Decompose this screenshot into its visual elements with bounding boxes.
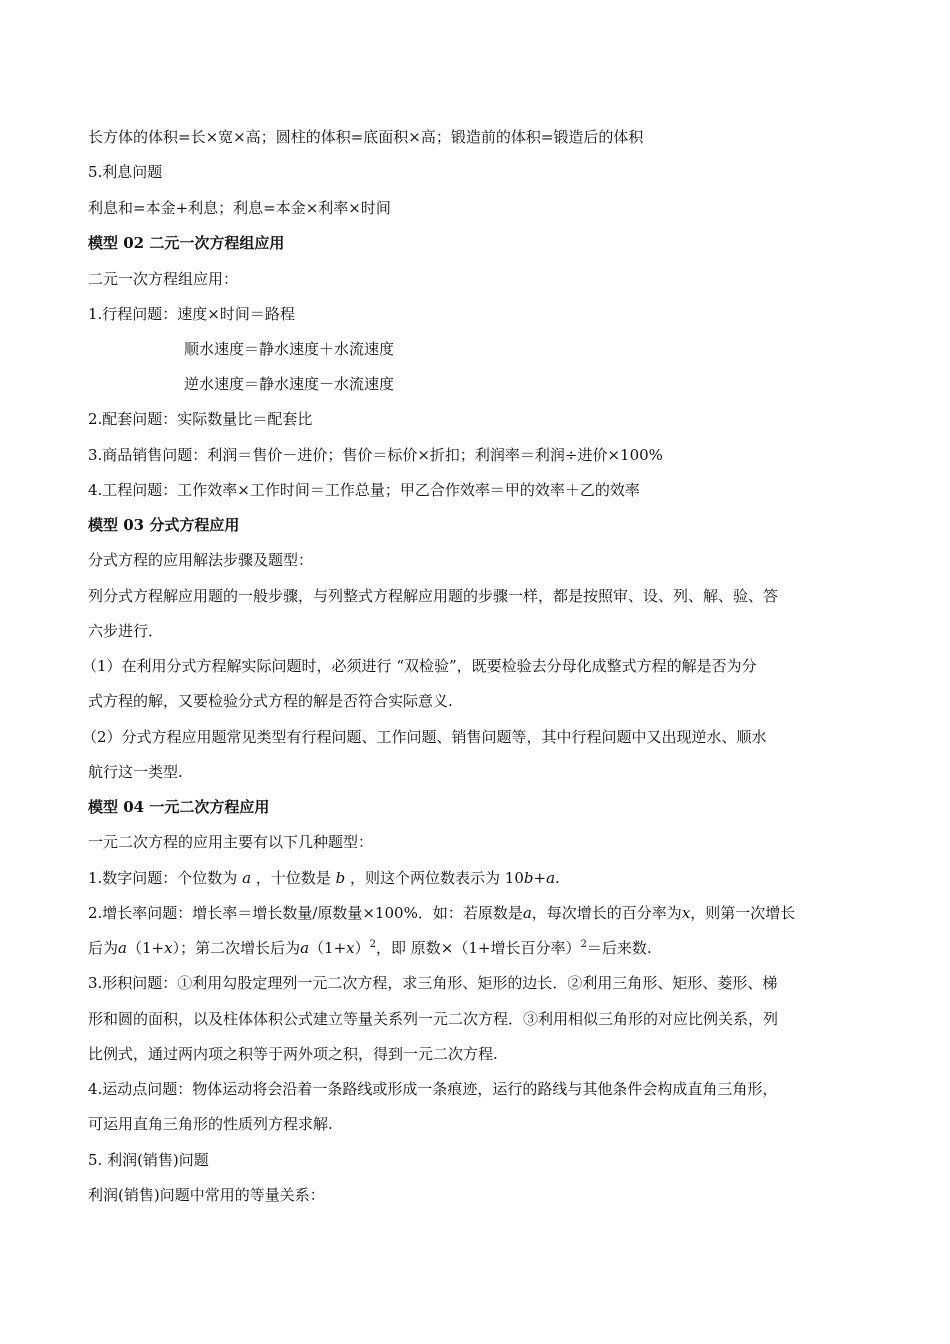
model02-item-upstream: 逆水速度＝静水速度－水流速度 bbox=[184, 375, 395, 393]
model04-item-motion-line2: 可运用直角三角形的性质列方程求解. bbox=[88, 1115, 333, 1133]
model02-item-work: 4.工程问题：工作效率×工作时间＝工作总量；甲乙合作效率＝甲的效率＋乙的效率 bbox=[88, 481, 640, 499]
plus-sign: + bbox=[533, 869, 547, 887]
variable-x: x bbox=[164, 939, 173, 957]
model04-item-growth-line1 bbox=[88, 902, 795, 924]
number-text-mid2: ，则这个两位数表示为 10 bbox=[350, 869, 524, 887]
model04-item-shape-line1: 3.形积问题：①利用勾股定理列一元二次方程，求三角形、矩形的边长．②利用三角形、矩形、菱形、梯 bbox=[88, 974, 778, 992]
model04-item-shape-line2: 形和圆的面积，以及柱体体积公式建立等量关系列一元二次方程．③利用相似三角形的对应比例关系，列 bbox=[88, 1010, 779, 1028]
paren-close-text: ）；第二次增长后为 bbox=[172, 939, 301, 957]
model02-intro: 二元一次方程组应用： bbox=[88, 270, 239, 288]
model04-item-motion-line1: 4.运动点问题：物体运动将会沿着一条路线或形成一条痕迹，运行的路线与其他条件会构成直角三角形， bbox=[88, 1080, 778, 1098]
growth-text-prefix: 2.增长率问题：增长率＝增长数量/原数量×100%．如：若原数是 bbox=[88, 904, 523, 922]
number-text-end: . bbox=[555, 869, 560, 887]
model04-intro: 一元二次方程的应用主要有以下几种题型： bbox=[88, 833, 374, 851]
model03-para1-line1: 列分式方程解应用题的一般步骤，与列整式方程解应用题的步骤一样，都是按照审、设、列、解、验、答 bbox=[88, 587, 779, 605]
volume-formula-line: 长方体的体积=长×宽×高；圆柱的体积=底面积×高；锻造前的体积=锻造后的体积 bbox=[88, 128, 644, 146]
expr-variable-b: b bbox=[523, 869, 534, 887]
number-text-prefix: 1.数字问题：个位数为 bbox=[88, 869, 238, 887]
model02-heading: 模型 02 二元一次方程组应用 bbox=[88, 234, 285, 252]
model03-para3-line1: （2）分式方程应用题常见类型有行程问题、工作问题、销售问题等，其中行程问题中又出现逆水、顺水 bbox=[82, 728, 767, 746]
interest-title: 5.利息问题 bbox=[88, 163, 163, 181]
model04-item-number bbox=[88, 867, 560, 889]
growth-line2-end: ＝后来数. bbox=[586, 939, 652, 957]
model03-para2-line1: （1）在利用分式方程解实际问题时，必须进行 “双检验”，既要检验去分母化成整式方程的解是否为分 bbox=[82, 657, 757, 675]
model04-item-growth-line2 bbox=[88, 937, 652, 959]
interest-formula-line: 利息和=本金+利息；利息=本金×利率×时间 bbox=[88, 199, 391, 217]
model02-item-sales: 3.商品销售问题：利润＝售价－进价；售价＝标价×折扣；利润率＝利润÷进价×100% bbox=[88, 446, 663, 464]
model04-item-shape-line3: 比例式，通过两内项之积等于两外项之积，得到一元二次方程. bbox=[88, 1045, 498, 1063]
growth-line2-mid: ，即 原数×（1+增长百分率） bbox=[376, 939, 581, 957]
variable-a: a bbox=[118, 939, 127, 957]
expr-variable-a: a bbox=[546, 869, 556, 887]
model04-item-profit-title: 5. 利润(销售)问题 bbox=[88, 1151, 209, 1169]
model03-para3-line2: 航行这一类型. bbox=[88, 763, 183, 781]
model03-intro: 分式方程的应用解法步骤及题型： bbox=[88, 551, 314, 569]
variable-x: x bbox=[346, 939, 355, 957]
paren-open: （1+ bbox=[309, 939, 347, 957]
model02-item-downstream: 顺水速度＝静水速度＋水流速度 bbox=[184, 340, 395, 358]
model02-item-matching: 2.配套问题：实际数量比＝配套比 bbox=[88, 410, 313, 428]
growth-text-mid: ，每次增长的百分率为 bbox=[531, 904, 682, 922]
model02-item-travel: 1.行程问题：速度×时间＝路程 bbox=[88, 305, 295, 323]
paren-open: （1+ bbox=[126, 939, 165, 957]
model03-para2-line2: 式方程的解，又要检验分式方程的解是否符合实际意义. bbox=[88, 692, 453, 710]
growth-line2-prefix: 后为 bbox=[88, 939, 119, 957]
variable-a: a bbox=[300, 939, 310, 957]
exponent: 2 bbox=[369, 939, 377, 950]
number-text-mid: ，十位数是 bbox=[255, 869, 331, 887]
paren-close: ） bbox=[354, 939, 370, 957]
variable-a: a bbox=[522, 904, 532, 922]
variable-a: a bbox=[242, 869, 252, 887]
model04-item-profit-intro: 利润(销售)问题中常用的等量关系： bbox=[88, 1186, 325, 1204]
exponent: 2 bbox=[580, 939, 587, 950]
variable-x: x bbox=[681, 904, 691, 922]
model03-para1-line2: 六步进行． bbox=[88, 622, 164, 640]
model04-heading: 模型 04 一元二次方程应用 bbox=[88, 798, 270, 816]
model03-heading: 模型 03 分式方程应用 bbox=[88, 516, 240, 534]
variable-b: b bbox=[335, 869, 346, 887]
growth-text-end: ，则第一次增长 bbox=[690, 904, 796, 922]
